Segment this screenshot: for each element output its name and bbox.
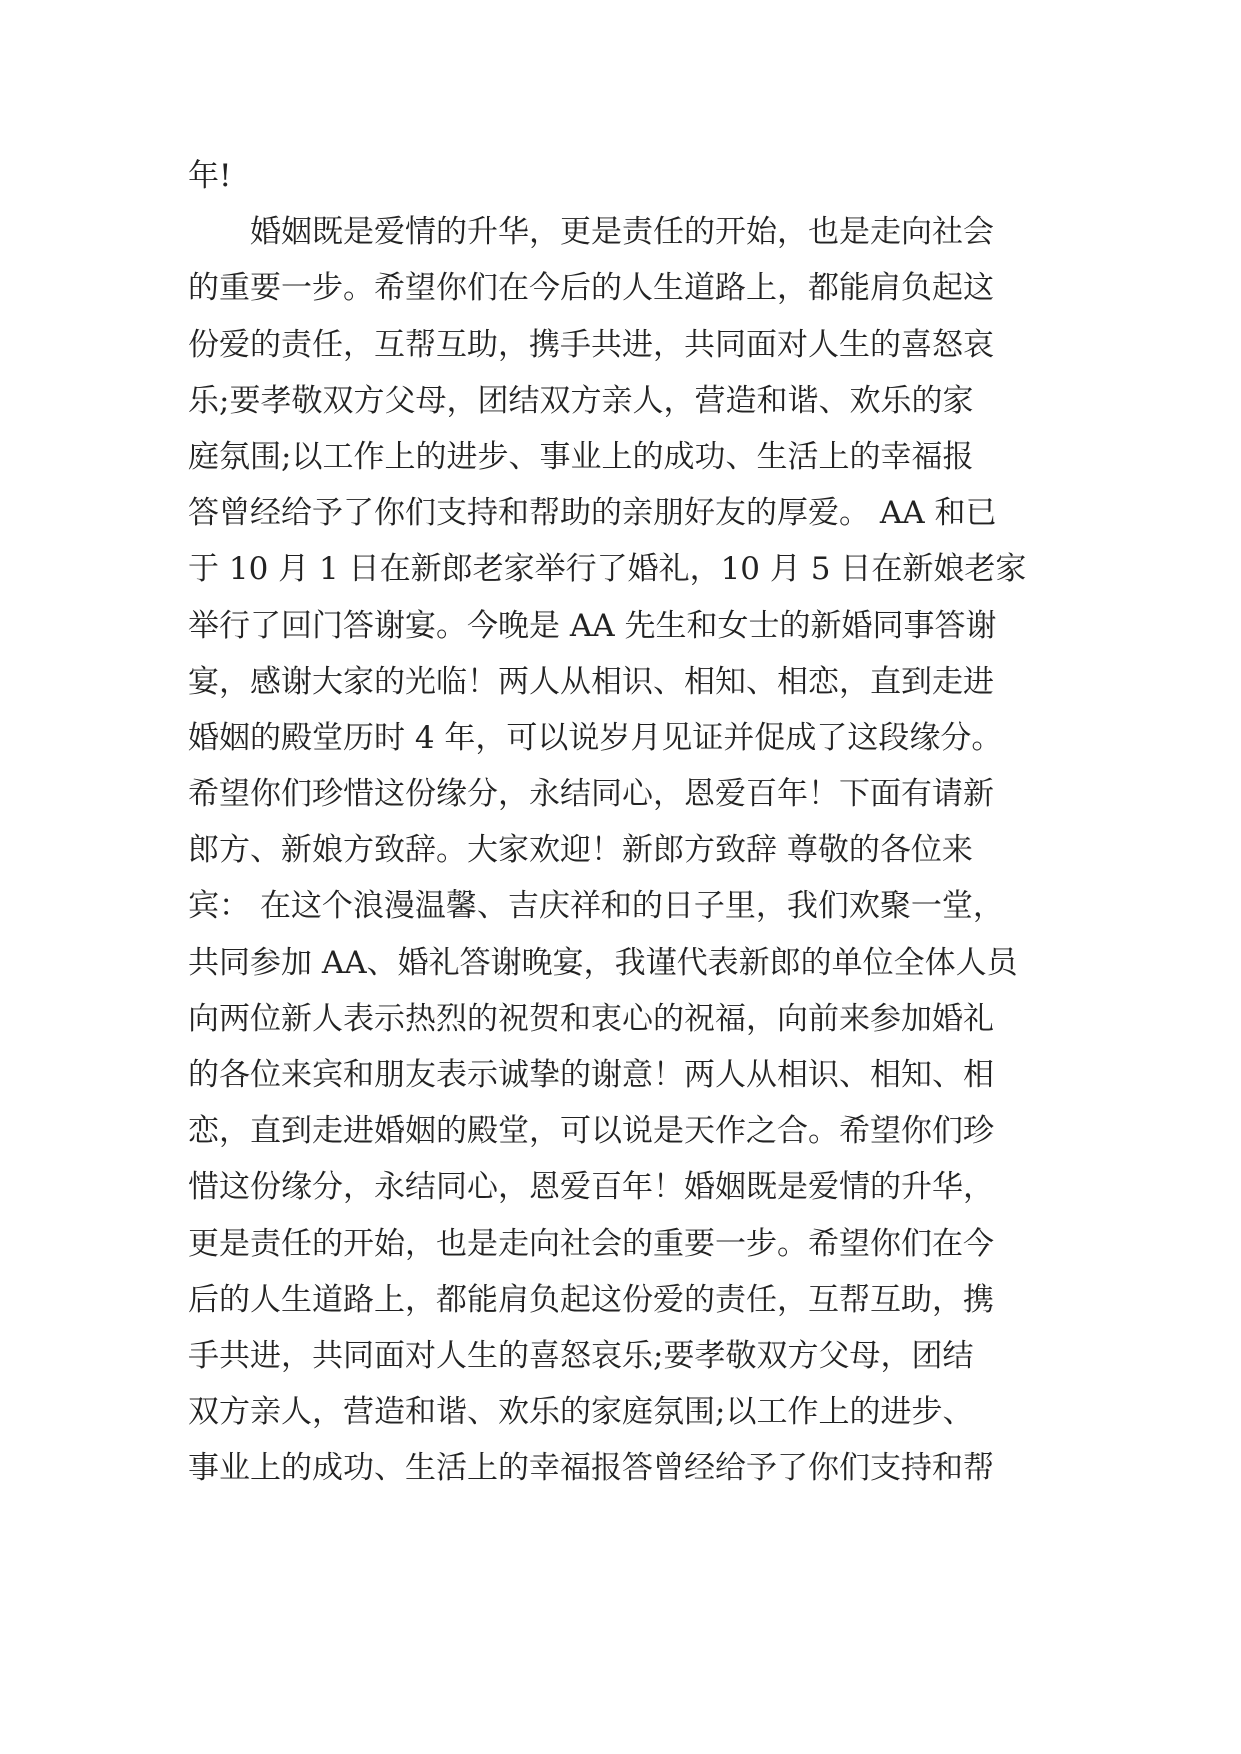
text-line: 事业上的成功、生活上的幸福报答曾经给予了你们支持和帮 xyxy=(188,1450,994,1487)
text-line: 双方亲人，营造和谐、欢乐的家庭氛围;以工作上的进步、 xyxy=(188,1394,974,1431)
text-line: 向两位新人表示热烈的祝贺和衷心的祝福，向前来参加婚礼 xyxy=(188,1000,994,1037)
text-line: 于 10 月 1 日在新郎老家举行了婚礼，10 月 5 日在新娘老家 xyxy=(188,551,1027,588)
body-text xyxy=(188,148,1068,1497)
text-line: 的重要一步。希望你们在今后的人生道路上，都能肩负起这 xyxy=(188,270,994,307)
text-line: 婚姻既是爱情的升华，更是责任的开始，也是走向社会 xyxy=(188,214,994,251)
text-line: 恋，直到走进婚姻的殿堂，可以说是天作之合。希望你们珍 xyxy=(188,1113,994,1150)
text-line: 庭氛围;以工作上的进步、事业上的成功、生活上的幸福报 xyxy=(188,438,974,475)
text-line: 的各位来宾和朋友表示诚挚的谢意！两人从相识、相知、相 xyxy=(188,1057,994,1093)
text-line: 希望你们珍惜这份缘分，永结同心，恩爱百年！下面有请新 xyxy=(188,776,994,813)
text-line: 份爱的责任，互帮互助，携手共进，共同面对人生的喜怒哀 xyxy=(188,326,994,363)
text-line: 答曾经给予了你们支持和帮助的亲朋好友的厚爱。 AA 和已 xyxy=(188,495,997,532)
text-line: 乐;要孝敬双方父母，团结双方亲人，营造和谐、欢乐的家 xyxy=(188,382,974,419)
text-line: 更是责任的开始，也是走向社会的重要一步。希望你们在今 xyxy=(188,1225,994,1262)
text-line: 惜这份缘分，永结同心，恩爱百年！婚姻既是爱情的升华， xyxy=(188,1169,994,1206)
text-line: 婚姻的殿堂历时 4 年，可以说岁月见证并促成了这段缘分。 xyxy=(188,719,1003,756)
text-line: 宾： 在这个浪漫温馨、吉庆祥和的日子里，我们欢聚一堂， xyxy=(188,888,1004,925)
text-line: 宴，感谢大家的光临！两人从相识、相知、相恋，直到走进 xyxy=(188,663,994,700)
text-line: 手共进，共同面对人生的喜怒哀乐;要孝敬双方父母，团结 xyxy=(188,1337,974,1374)
text-line: 举行了回门答谢宴。今晚是 AA 先生和女士的新婚同事答谢 xyxy=(188,607,997,644)
text-line: 共同参加 AA、婚礼答谢晚宴，我谨代表新郎的单位全体人员 xyxy=(188,944,1018,981)
text-line: 后的人生道路上，都能肩负起这份爱的责任，互帮互助，携 xyxy=(188,1281,994,1318)
text-line: 郎方、新娘方致辞。大家欢迎！新郎方致辞 尊敬的各位来 xyxy=(188,832,973,869)
text-line: 年! xyxy=(188,158,232,194)
